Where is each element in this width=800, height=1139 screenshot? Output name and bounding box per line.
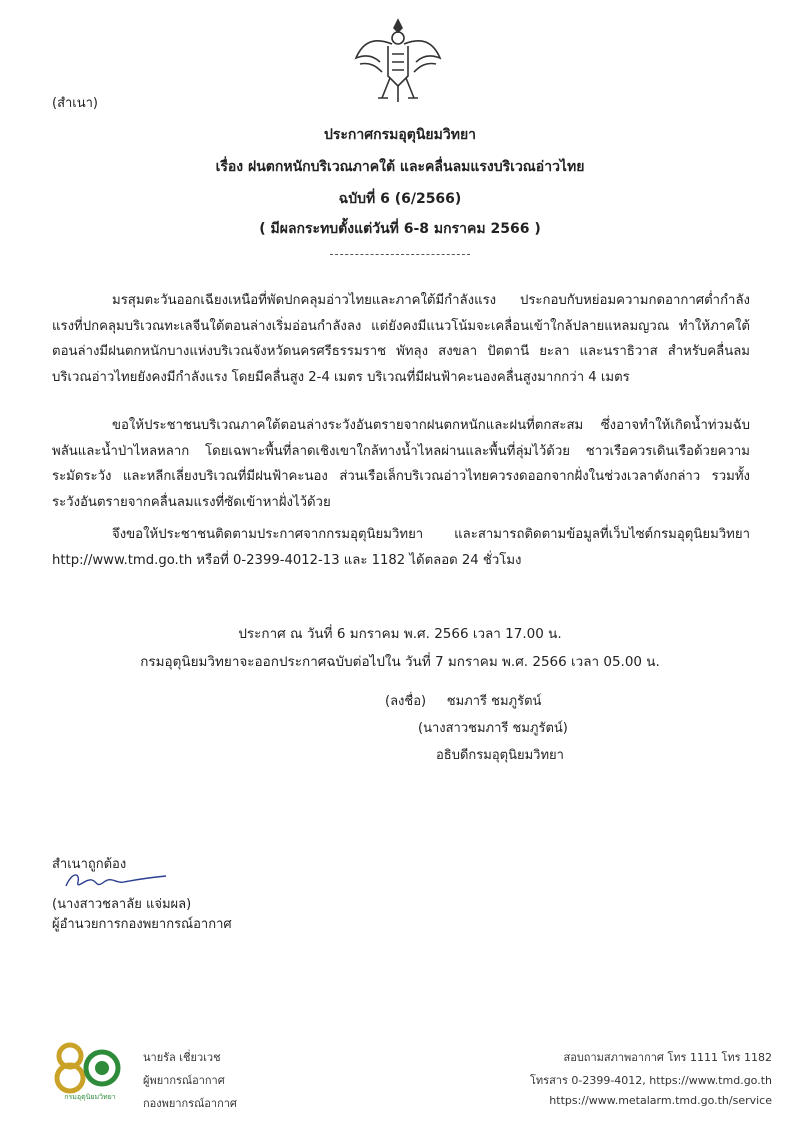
- certifier-name: (นางสาวชลาลัย แจ่มผล): [52, 897, 192, 912]
- footer-forecaster-title: ผู้พยากรณ์อากาศ: [143, 1074, 225, 1087]
- next-issue-note: กรมอุตุนิยมวิทยาจะออกประกาศฉบับต่อไปใน วันที่ 7 มกราคม พ.ศ. 2566 เวลา 05.00 น.: [140, 654, 660, 670]
- footer-division: กองพยากรณ์อากาศ: [143, 1097, 237, 1110]
- handwritten-signature: [62, 868, 172, 894]
- body-paragraph-2: ขอให้ประชาชนบริเวณภาคใต้ตอนล่างระวังอันตรายจากฝนตกหนักและฝนที่ตกสะสม ซึ่งอาจทำให้เกิดน้ำท่วมฉับพลันและน้ำป่าไหลหลาก โดยเฉพาะพื้นที่ลาดเชิงเขาใกล้ทางน้ำไหลผ่านและพื้นที่ลุ่มไว้ด้วย ชาวเรือควรเดินเรือด้วยความระมัดระวัง และหลีกเลี่ยงบริเวณที่มีฝนฟ้าคะนอง ส่วนเรือเล็กบริเวณอ่าวไทยควรงดออกจากฝั่งในช่วงเวลาดังกล่าว รวมทั้งระวังอันตรายจากคลื่นลมแรงที่ซัดเข้าหาฝั่งไว้ด้วย: [52, 418, 750, 510]
- document-subject: เรื่อง ฝนตกหนักบริเวณภาคใต้ และคลื่นลมแรงบริเวณอ่าวไทย: [215, 159, 585, 175]
- document-title: ประกาศกรมอุตุนิยมวิทยา: [323, 127, 477, 143]
- issue-number: ฉบับที่ 6 (6/2566): [338, 191, 462, 207]
- certifier-position: ผู้อำนวยการกองพยากรณ์อากาศ: [52, 917, 232, 932]
- signer-full-name: (นางสาวชมภารี ชมภูรัตน์): [418, 721, 568, 736]
- logo-caption: กรมอุตุนิยมวิทยา: [64, 1093, 116, 1101]
- effective-dates: ( มีผลกระทบตั้งแต่วันที่ 6-8 มกราคม 2566 ): [259, 221, 541, 237]
- body-paragraph-1: มรสุมตะวันออกเฉียงเหนือที่พัดปกคลุมอ่าวไทยและภาคใต้มีกำลังแรง ประกอบกับหย่อมความกดอากาศต่ำกำลังแรงที่ปกคลุมบริเวณทะเลจีนใต้ตอนล่างเริ่มอ่อนกำลังลง แต่ยังคงมีแนวโน้มจะเคลื่อนเข้าใกล้ปลายแหลมญวณ ทำให้ภาคใต้ตอนล่างมีฝนตกหนักบางแห่งบริเวณจังหวัดนครศรีธรรมราช พัทลุง สงขลา ปัตตานี ยะลา และนราธิวาส สำหรับคลื่นลมบริเวณอ่าวไทยยังคงมีกำลังแรง โดยมีคลื่นสูง 2-4 เมตร บริเวณที่มีฝนฟ้าคะนองคลื่นสูงมากกว่า 4 เมตร: [52, 293, 750, 385]
- footer-forecaster-name: นายรัล เชี่ยวเวช: [143, 1051, 221, 1064]
- signed-line: (ลงชื่อ) ชมภารี ชมภูรัตน์: [385, 694, 542, 709]
- footer-phone: สอบถามสภาพอากาศ โทร 1111 โทร 1182: [563, 1051, 772, 1064]
- certified-copy-label: สำเนาถูกต้อง: [52, 857, 127, 872]
- copy-label: (สำเนา): [52, 96, 99, 111]
- signer-position: อธิบดีกรมอุตุนิยมวิทยา: [436, 748, 564, 763]
- footer-fax-website[interactable]: โทรสาร 0-2399-4012, https://www.tmd.go.th: [530, 1074, 772, 1087]
- body-paragraph-3: จึงขอให้ประชาชนติดตามประกาศจากกรมอุตุนิยมวิทยา และสามารถติดตามข้อมูลที่เว็บไซต์กรมอุตุนิยมวิทยา http://www.tmd.go.th หรือที่ 0-2399-4012-13 และ 1182 ได้ตลอด 24 ชั่วโมง: [52, 527, 750, 568]
- title-divider: [330, 254, 470, 255]
- garuda-emblem-icon: [352, 14, 444, 106]
- footer-service-link[interactable]: https://www.metalarm.tmd.go.th/service: [549, 1094, 772, 1107]
- issued-date: ประกาศ ณ วันที่ 6 มกราคม พ.ศ. 2566 เวลา 17.00 น.: [238, 626, 562, 642]
